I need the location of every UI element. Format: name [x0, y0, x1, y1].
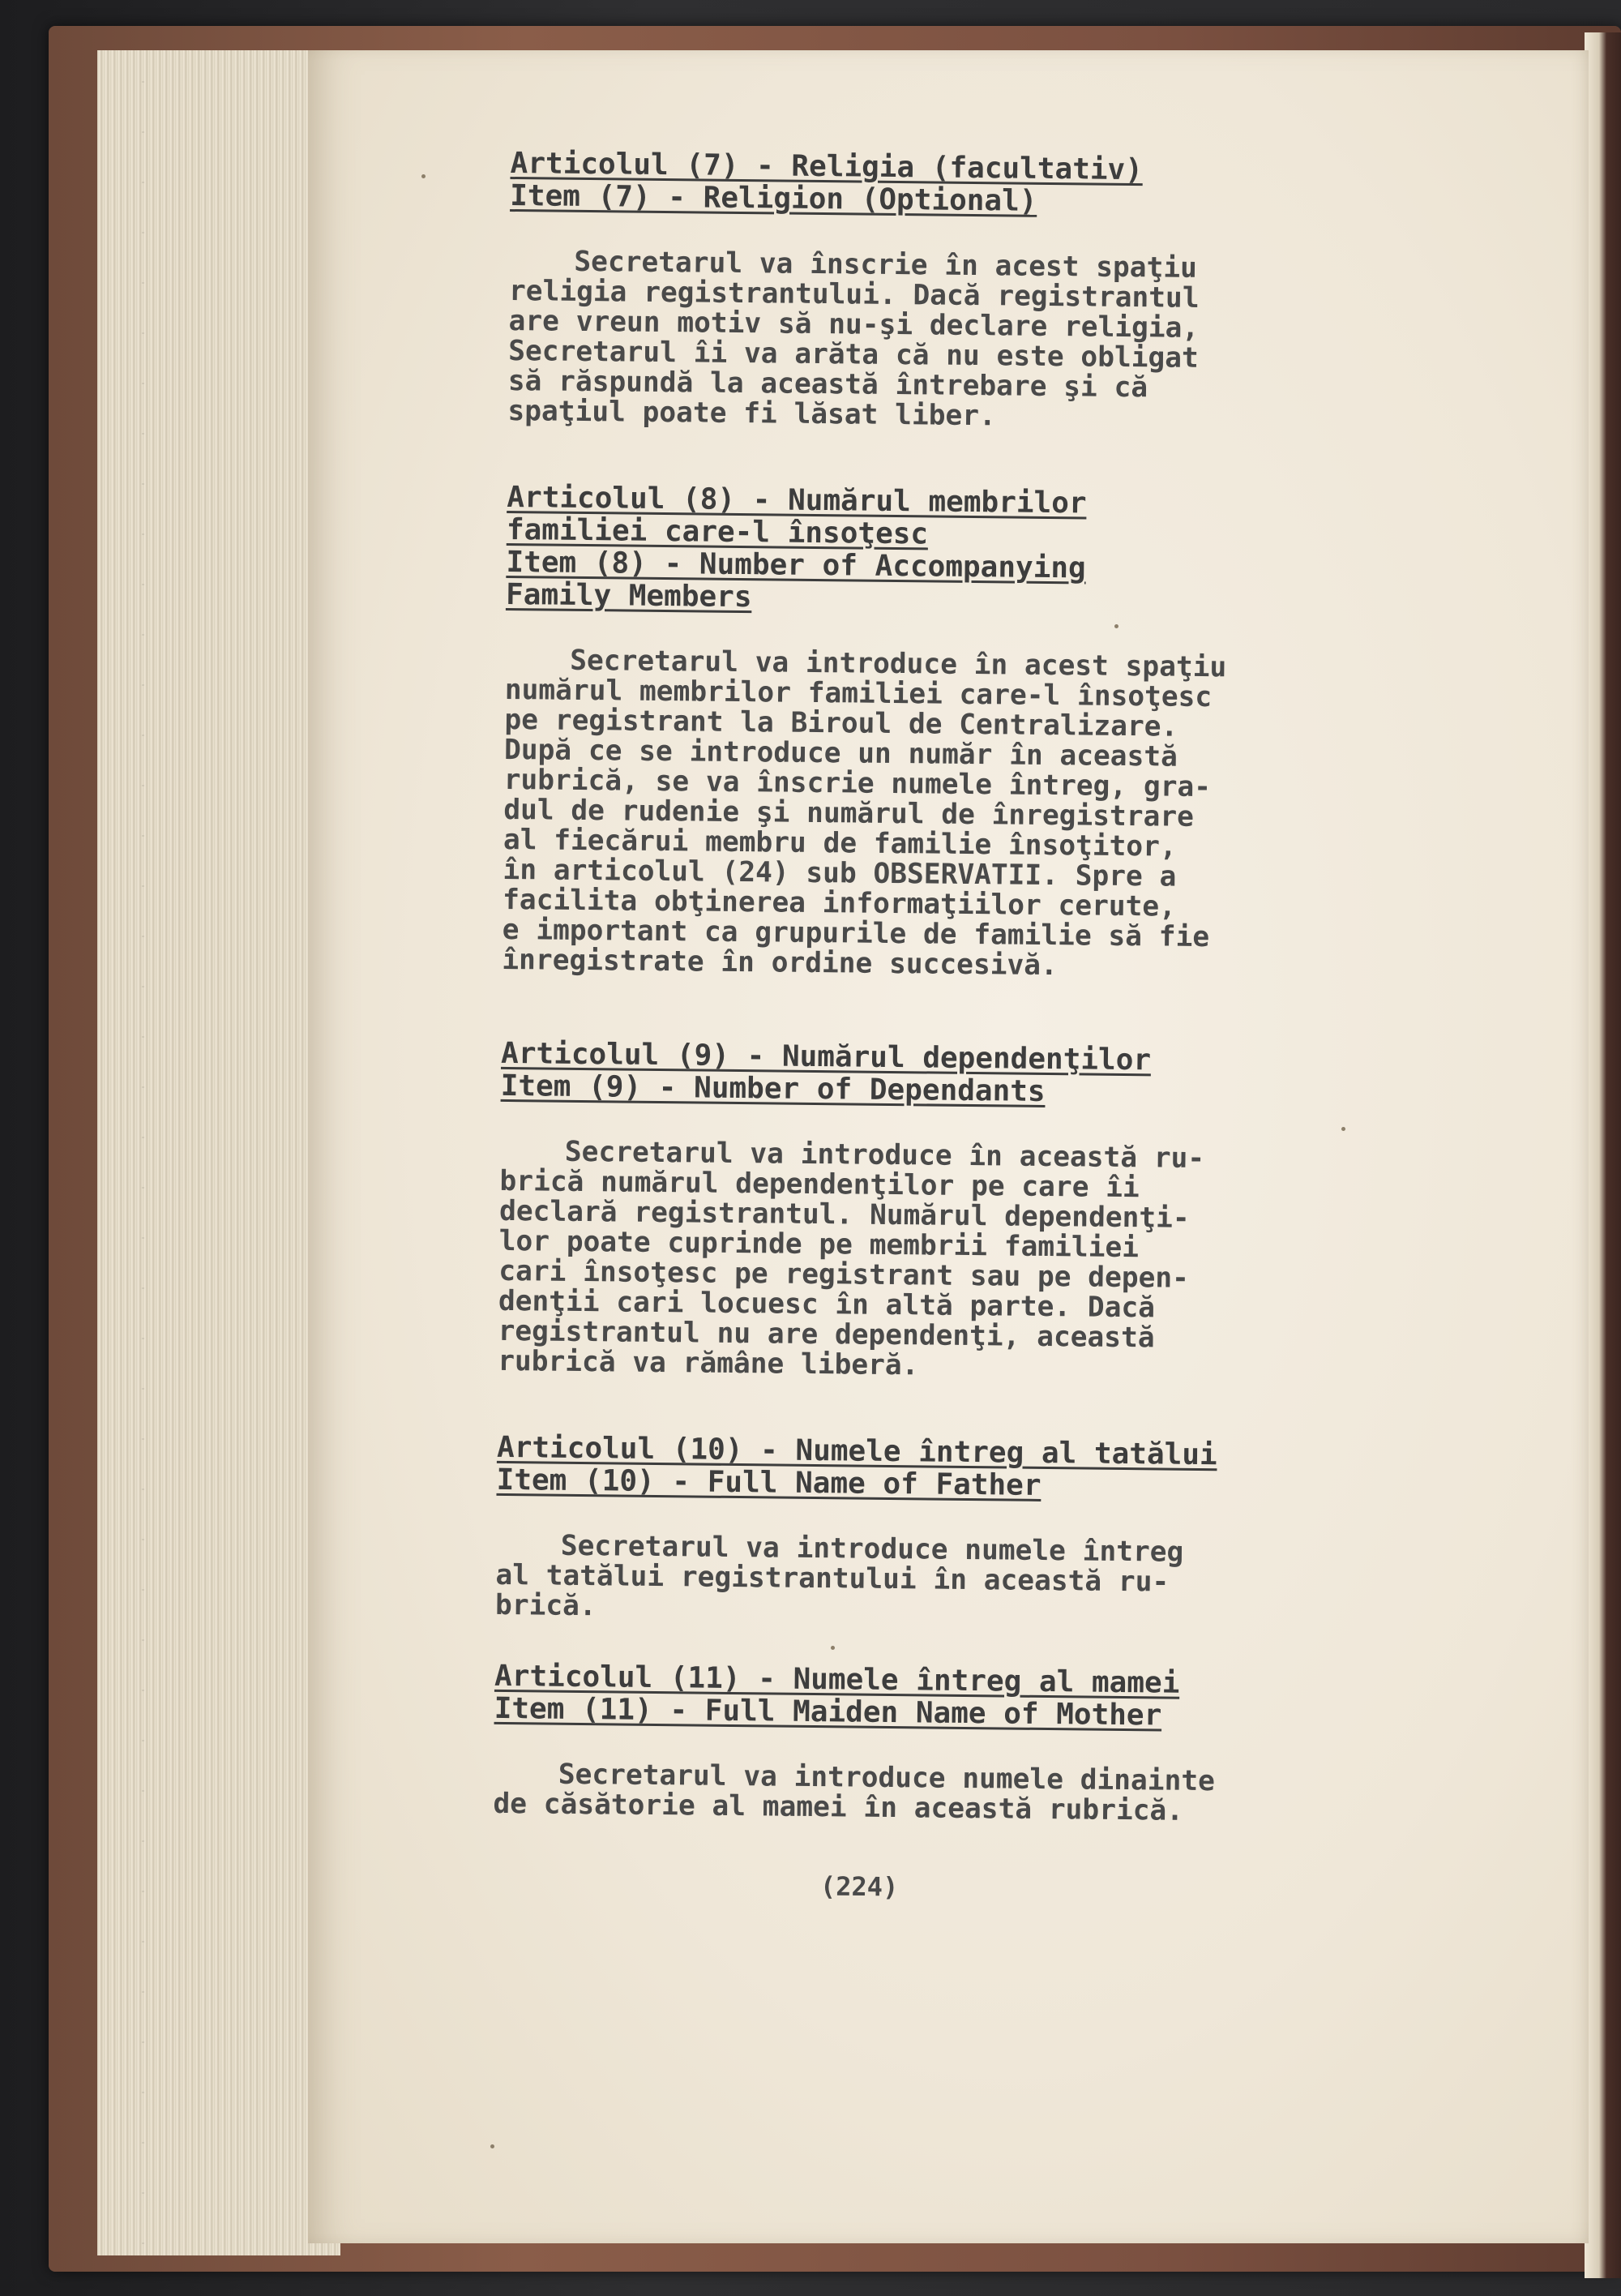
section-body: Secretarul va introduce numele întreg al tatălui registrantului în această ru- brică. [494, 1529, 1184, 1623]
page-stack-edges [97, 50, 340, 2255]
section-heading-en: Item (9) - Number of Dependants [500, 1069, 1046, 1108]
section-heading-en: Item (11) - Full Maiden Name of Mother [494, 1691, 1162, 1733]
section-heading-ro: Articolul (8) - Numărul membrilor [507, 480, 1087, 520]
section-heading-ro: Articolul (7) - Religia (facultativ) [510, 146, 1144, 187]
section-body: Secretarul va introduce în această ru- brică numărul dependenţilor pe care îi declară registrantul. Numărul dependenţi- lor poate cuprinde pe membrii familiei cari însoţesc pe registrant sau pe depen- denţii cari locuesc în altă parte. Dacă registrantul nu are dependenţi, această rubrică va rămâne liberă. [497, 1135, 1205, 1382]
section-body: Secretarul va introduce în acest spaţiu numărul membrilor familiei care-l însoţesc pe registrant la Biroul de Centralizare. După ce se introduce un număr în această rubrică, se va înscrie numele întreg, gra- dul de rudenie şi numărul de înregistrare al fiecărui membru de familie însoţitor, în articolul (24) sub OBSERVATII. Spre a facilita obţinerea informaţiilor cerute, e important ca grupurile de familie să fie înregistrate în ordine succesivă. [502, 644, 1227, 983]
section-item-7 [507, 148, 1200, 434]
paper-speck [831, 1646, 835, 1650]
paper-speck [490, 2144, 494, 2148]
section-heading-ro: Articolul (10) - Numele întreg al tatălui [496, 1430, 1217, 1472]
section-body: Secretarul va înscrie în acest spaţiu religia registrantului. Dacă registrantul are vreun motiv să nu-şi declare religia, Secretarul îi va arăta că nu este obligat să răspundă la această întrebare şi că spaţiul poate fi lăsat liber. [507, 245, 1200, 433]
section-heading-en: Item (8) - Number of Accompanying [506, 545, 1086, 585]
section-item-8 [502, 482, 1228, 983]
section-item-9 [498, 1038, 1206, 1384]
binding-shadow [142, 32, 144, 2254]
section-body: Secretarul va introduce numele dinainte de căsătorie al mamei în această rubrică. [493, 1758, 1216, 1827]
paper-speck [1341, 1127, 1345, 1131]
section-heading-en: Item (7) - Religion (Optional) [510, 178, 1037, 218]
section-item-10 [495, 1432, 1217, 1628]
section-item-11 [493, 1660, 1216, 1827]
facing-page-edge [1585, 32, 1621, 2278]
section-heading-ro-cont: familiei care-l însoţesc [506, 512, 929, 551]
section-heading-en: Item (10) - Full Name of Father [496, 1463, 1041, 1502]
paper-speck [1114, 624, 1118, 628]
paper-speck [421, 174, 426, 178]
section-heading-ro: Articolul (11) - Numele întreg al mamei [494, 1659, 1180, 1700]
page-number: (224) [819, 1870, 899, 1903]
section-heading-ro: Articolul (9) - Numărul dependenţilor [500, 1036, 1152, 1077]
section-heading-en-cont: Family Members [505, 577, 752, 615]
